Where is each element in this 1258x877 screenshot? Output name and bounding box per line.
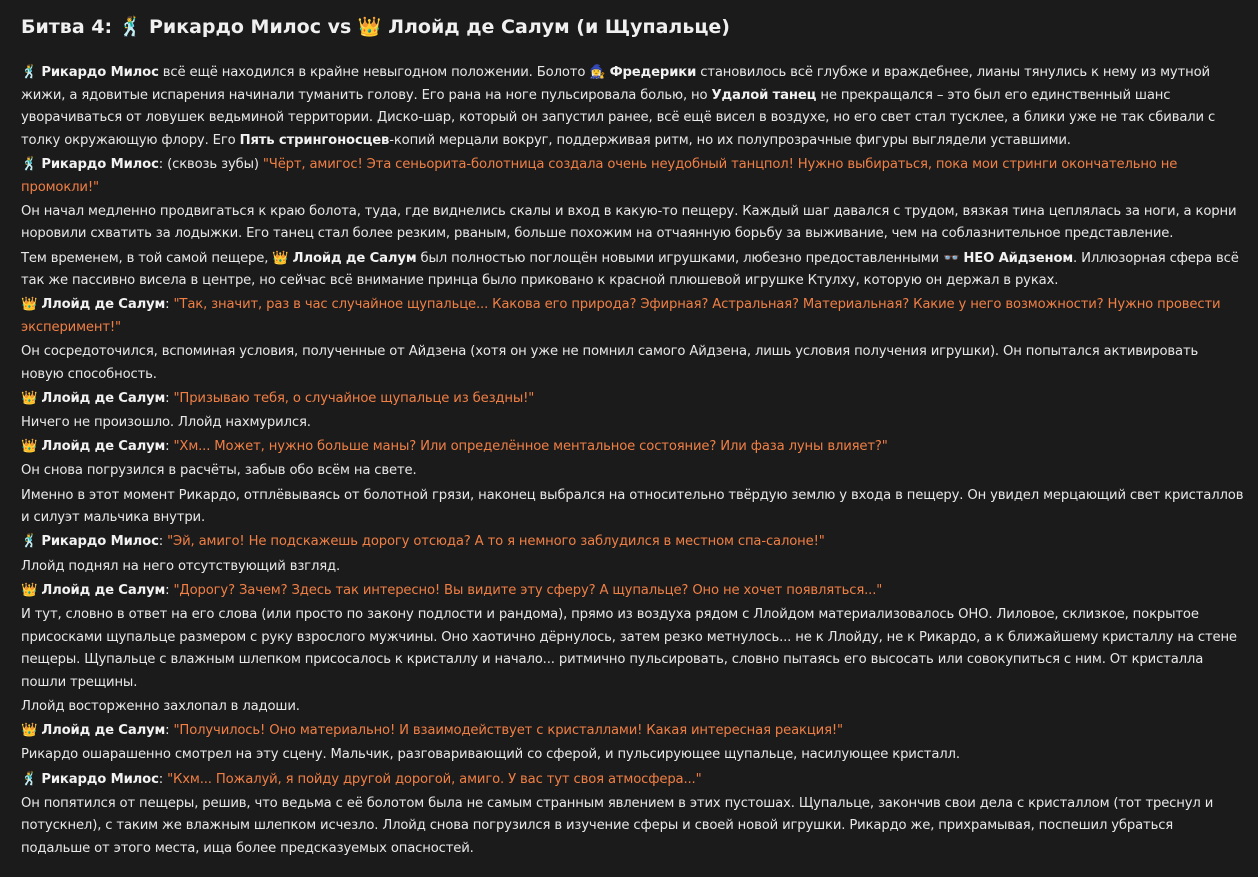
narration-text: 🧙‍♀️ <box>589 65 610 80</box>
narration-text: : <box>165 439 174 455</box>
narration-text: Ничего не произошло. Ллойд нахмурился. <box>21 415 311 431</box>
narration-text: Он попятился от пещеры, решив, что ведьма с её болотом была не самым странным явлением в этих пустошах. Щупальце, закончив свои дела с кристаллом (тот треснул и потускнел), с таким же влажным шлепком исчезло. Ллойд снова погрузился в изучение сферы и своей новой игрушки. Рикардо же, прихрамывая, поспешил убраться подальше от этого места, ища более предсказуемых опасностей. <box>21 795 1214 856</box>
story-paragraph <box>21 485 1244 530</box>
narration-text: становилось всё глубже и враждебнее, лианы тянулись к нему из мутной жижи, а ядовитые испарения начинали туманить голову. Его рана на ноге пульсировала болью, но <box>21 65 1210 103</box>
story-body <box>21 62 1244 860</box>
narration-text: 👑 <box>21 439 42 455</box>
story-paragraph <box>21 556 1244 579</box>
dialogue-quote: "Призываю тебя, о случайное щупальце из бездны!" <box>173 390 535 406</box>
battle-title: Битва 4: 🕺 Рикардо Милос vs 👑 Ллойд де Салум (и Щупальце) <box>21 16 730 38</box>
narration-text: 👑 <box>272 250 293 266</box>
narration-text: 👑 <box>21 723 42 739</box>
story-paragraph <box>21 62 1244 152</box>
narration-text: всё ещё находился в крайне невыгодном положении. Болото <box>158 65 590 80</box>
dialogue-quote: "Чёрт, амигос! Эта сеньорита-болотница создала очень неудобный танцпол! Нужно выбираться, пока мои стринги окончательно не промокли!" <box>21 156 1178 195</box>
narration-text: Он сосредоточился, вспоминая условия, полученные от Айдзена (хотя он уже не помнил самого Айдзена, лишь условия получения игрушки). Он попытался активировать новую способность. <box>21 344 1199 382</box>
character-name: Рикардо Милос <box>41 65 159 80</box>
character-name: Ллойд де Салум <box>41 439 166 455</box>
narration-text: Он снова погрузился в расчёты, забыв обо всём на свете. <box>21 463 417 479</box>
story-paragraph <box>21 248 1244 293</box>
story-paragraph <box>21 769 1244 792</box>
character-name: Ллойд де Салум <box>41 582 166 598</box>
story-paragraph <box>21 531 1244 554</box>
narration-text: не прекращался – это был его единственный шанс уворачиваться от ловушек ведьминой территории. Диско-шар, который он запустил ранее, всё ещё висел в воздухе, но его свет стал тусклее, а блики уже не так сбивали с толку окружающую флору. Его <box>21 87 1216 148</box>
narration-text: : <box>165 582 174 598</box>
character-name: Ллойд де Салум <box>292 250 417 266</box>
narration-text: : <box>165 723 174 739</box>
character-name: Ллойд де Салум <box>41 723 166 739</box>
narration-text: Тем временем, в той самой пещере, <box>21 250 273 266</box>
narration-text: 👑 <box>21 390 42 406</box>
narration-text: : <box>158 534 168 550</box>
character-name: Пять стрингоносцев <box>239 132 390 148</box>
character-name: Ллойд де Салум <box>41 297 166 313</box>
narration-text: -копий мерцали вокруг, поддерживая ритм, но их полупрозрачные фигуры выглядели уставшими. <box>389 132 1071 148</box>
story-paragraph <box>21 154 1244 199</box>
story-paragraph <box>21 580 1244 603</box>
narration-text: . Иллюзорная сфера всё так же пассивно висела в центре, но сейчас всё внимание принца было приковано к красной плюшевой игрушке Ктулху, которую он держал в руках. <box>21 250 1239 289</box>
narration-text: : <box>158 771 168 787</box>
story-paragraph <box>21 436 1244 459</box>
narration-text: И тут, словно в ответ на его слова (или просто по закону подлости и рандома), прямо из воздуха рядом с Ллойдом материализовалось ОНО. Лиловое, склизкое, покрытое присосками щупальце размером с руку взрослого мужчины. Оно хаотично дёрнулось, затем резко метнулось... не к Ллойду, не к Рикардо, а к ближайшему кристаллу на стене пещеры. Щупальце с влажным шлепком присосалось к кристаллу и начало... ритмично пульсировать, словно пытаясь его высосать или совокупиться с ним. От кристалла пошли трещины. <box>21 606 1237 690</box>
narration-text: 🕺 <box>21 156 42 172</box>
story-paragraph <box>21 696 1244 719</box>
dialogue-quote: "Так, значит, раз в час случайное щупальце... Какова его природа? Эфирная? Астральная? Материальная? Какие у него возможности? Нужно провести эксперимент!" <box>21 297 1221 335</box>
narration-text: был полностью поглощён новыми игрушками, любезно предоставленными <box>416 250 944 266</box>
dialogue-quote: "Кхм... Пожалуй, я пойду другой дорогой, амиго. У вас тут своя атмосфера..." <box>167 771 702 787</box>
narration-text: 👑 <box>21 297 42 313</box>
narration-text: Рикардо ошарашенно смотрел на эту сцену. Мальчик, разговаривающий со сферой, и пульсирующее щупальце, насилующее кристалл. <box>21 747 960 763</box>
character-name: Фредерики <box>609 65 697 80</box>
story-paragraph <box>21 793 1244 861</box>
narration-text: Именно в этот момент Рикардо, отплёвываясь от болотной грязи, наконец выбрался на относительно твёрдую землю у входа в пещеру. Он увидел мерцающий свет кристаллов и силуэт мальчика внутри. <box>21 487 1244 526</box>
dialogue-quote: "Эй, амиго! Не подскажешь дорогу отсюда? А то я немного заблудился в местном спа-салоне!" <box>167 534 825 550</box>
narration-text: Он начал медленно продвигаться к краю болота, туда, где виднелись скалы и вход в какую-то пещеру. Каждый шаг давался с трудом, вязкая тина цеплялась за ноги, а корни норовили схватить за лодыжки. Его танец стал более резким, рваным, больше похожим на отчаянную борьбу за выживание, чем на соблазнительное представление. <box>21 203 1237 242</box>
character-name: Рикардо Милос <box>41 771 159 787</box>
narration-text: Ллойд восторженно захлопал в ладоши. <box>21 698 300 714</box>
story-paragraph <box>21 201 1244 246</box>
story-paragraph <box>21 460 1244 483</box>
narration-text: : (сквозь зубы) <box>158 156 263 172</box>
story-paragraph <box>21 412 1244 435</box>
story-paragraph <box>21 744 1244 767</box>
character-name: Рикардо Милос <box>41 156 159 172</box>
dialogue-quote: "Получилось! Оно материально! И взаимодействует с кристаллами! Какая интересная реакция!" <box>173 723 843 739</box>
story-paragraph <box>21 341 1244 386</box>
narration-text: 🕺 <box>21 65 42 80</box>
narration-text: : <box>165 390 174 406</box>
story-paragraph <box>21 294 1244 339</box>
narration-text: : <box>165 297 174 313</box>
story-paragraph <box>21 720 1244 743</box>
character-name: НЕО Айдзеном <box>963 250 1074 266</box>
narration-text: Ллойд поднял на него отсутствующий взгляд. <box>21 558 341 574</box>
dialogue-quote: "Дорогу? Зачем? Здесь так интересно! Вы видите эту сферу? А щупальце? Оно не хочет появляться..." <box>173 582 883 598</box>
character-name: Ллойд де Салум <box>41 390 166 406</box>
character-name: Удалой танец <box>711 87 817 103</box>
story-paragraph <box>21 388 1244 411</box>
dialogue-quote: "Хм... Может, нужно больше маны? Или определённое ментальное состояние? Или фаза луны влияет?" <box>173 439 888 455</box>
narration-text: 👓 <box>943 250 964 266</box>
story-paragraph <box>21 604 1244 694</box>
character-name: Рикардо Милос <box>41 534 159 550</box>
narration-text: 👑 <box>21 582 42 598</box>
narration-text: 🕺 <box>21 534 42 550</box>
narration-text: 🕺 <box>21 771 42 787</box>
